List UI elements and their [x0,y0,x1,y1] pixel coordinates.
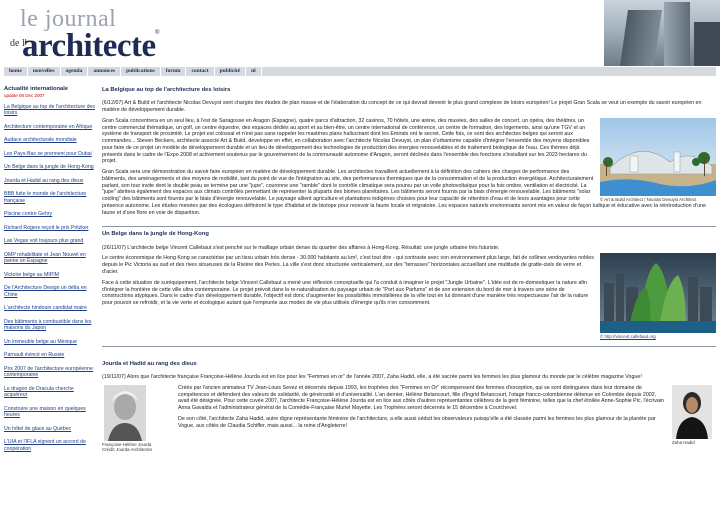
article-title[interactable]: Jourda et Hadid au rang des dieux [102,360,197,367]
urban-jungle-rendering[interactable] [600,253,716,333]
sidebar-link[interactable]: Audace architecturale mondiale [4,137,77,144]
article-title[interactable]: La Belgique au top de l'architecture des loisirs [102,87,231,93]
article-image-block-right [672,385,716,445]
sidebar-link[interactable]: La Belgique au top de l'architecture des loisirs [4,103,95,117]
image-caption: Françoise-Hélène Jourda Crédit: Jourda Architectes [102,441,153,453]
nav-publicite[interactable]: publicité [215,67,246,76]
image-caption: © Art & Build Architect / Nicolas Devuyst Architect [600,196,697,202]
sidebar-link[interactable]: Parnault évincé en Russie [4,352,65,359]
sidebar [4,78,96,509]
article [102,231,716,339]
logo-de: de l' [10,38,27,49]
logo-line1: le journal [20,6,117,32]
article-paragraph: Face à cette situation de suréquipement, l'architecte belge Vincent Callebaut a mené une réflexion conceptuelle qui l'a conduit à imaginer le projet "Jungle Urbaine". L'idée est de re-domestiquer la nature afin d'intégrer la frontière de cette ville ultra contemporaine. Le projet prévoit dans la re-naturalisation du paysage urbain de "Port aux Parfums" et de son extension du bord de mer à travers une série de constructions atypiques. Dans le cadre d'un développement durable, l'objectif est donc d'augmenter les possibilités immobilières de la ville tout en lui donnant d'une manière très respectueuse l'air de la nature pour pouvoir se refroidir, et la vie verte et écologique autant que l'emprunte aux modes de vie plus utilisés d'énergie qu'ils n'en consomment. [102,279,589,307]
logo-registered-mark: ® [155,30,160,36]
sidebar-link[interactable]: De l'Architecture Design un délta en Chine [4,285,87,298]
nav-agenda[interactable]: agenda [61,67,89,76]
article-lead: (19/11/07) Alors que l'architecte française Françoise-Hélène Jourda est en lice pour les "Femmes en or" de l'année 2007, Zaha Hadid, elle, a été sacrée parmi les femmes les plus glamour du monde par le célèbre magazine Vogue! [102,374,642,380]
sidebar-link[interactable]: Victoire belge au MIPIM [4,271,59,278]
main-nav [4,67,716,76]
sidebar-link[interactable]: L'architecte hindouin candidat maire [4,305,87,312]
nav-publications[interactable]: publications [121,67,161,76]
image-caption: Zaha Hadid [672,439,695,445]
sidebar-link[interactable]: Architecture contemporaine en Afrique [4,123,93,130]
site-logo[interactable] [6,6,176,62]
sidebar-link[interactable]: Les Pays-Bas se prennent pour Dubai [4,150,92,157]
article-divider [102,346,716,347]
article-image-block [600,118,716,202]
sidebar-link[interactable]: Piscine contre Gehry [4,211,53,218]
image-caption [600,334,716,339]
sidebar-link[interactable]: Construire une maison en quelques heures [4,405,86,419]
caption-link[interactable]: © http://vincent.callebaut.org [600,334,656,340]
sidebar-link[interactable]: Prix 2007 de l'architecture européenne contemporaine [4,365,93,379]
sidebar-link[interactable]: Las Vegas voit toujours plus grand [4,238,84,245]
article-image-block-left [102,385,170,453]
logo-line2: architecte [22,28,156,64]
article-paragraph: Gran Scala sera une démonstration du savoir faire européen en matière de développement durable. Les architectes travaillent actuellement à la définition des cahiers des charges de performance des bâtiments, des aménagements et des moyens de mobilité, tant du point de vue de l'intégration au site, des performances thermiques que de la consommation et de la production énergétique. Architecturalement parlant, son tour invite dont le double peau se termine par une "jupe", couronne une "ramble" dont le contrôle climatique sera pourvu par un voile photovoltaïque pour la fois ombre, ventilation et électricité. La "jupe" abritera également des espaces aux climats contrôlés permettant de représenter la pluparts des biomes planétaires. Les bâtiments seront fournis par la biais d'énergie renouvelable. Les bâtiments "solar cooling" des bâtiments sont fournis par le biais d'énergie renouvelable. Le paysage allient agriculture et plantations indigènes choisies pour leur capacité de rétention d'eau et de leurs avantages pour cette présence autonome. Les études menées par des écologues définiront le type d'habitat et de biotope pour recevoir la faune locale et migratoire. Les espaces naturels environnants seront mis en valeur de façon ludique et éducative avec la réintroduction d'une faune et d'une flore en voie de disparition. [102,169,706,216]
header-photo [604,0,720,66]
jourda-portrait[interactable] [104,385,146,441]
article-image-block [600,253,716,339]
sidebar-link[interactable]: Le dragon de Dracula cherche acquéreur [4,385,74,399]
nav-home[interactable]: home [4,67,28,76]
sidebar-link[interactable]: Un hôtel de glace au Québec [4,425,72,432]
hadid-portrait[interactable] [672,385,712,439]
sidebar-link[interactable]: Un immeuble belge au Mexique [4,338,77,345]
article-paragraph: De son côté, l'architecte Zaha Hadid, autre digne représentante féminine de l'architecture, a elle aussi séduit les observateurs puisqu'elle a été classée parmi les femmes les plus glamour de la planète par Vogue, aux côtés de Claudia Schiffer, mais aussi... la reine d'Angleterre! [178,415,656,429]
article [102,87,716,220]
sidebar-link[interactable]: Un Belge dans la jungle de Hong-Kong [4,164,94,171]
sidebar-link[interactable]: OMP rehabilitate et Jean Nouvel en panne en Espagne [4,251,86,265]
main-content [102,78,716,509]
article [102,361,716,453]
site-header [0,0,720,68]
gran-scala-rendering[interactable] [600,118,716,196]
nav-language-nl[interactable]: nl [246,67,262,76]
sidebar-link[interactable]: BBB fuite le monde de l'architecture française [4,191,87,204]
nav-filler [262,67,716,76]
article-divider [102,226,716,227]
nav-nouvelles[interactable]: nouvelles [28,67,61,76]
sidebar-title: Actualité internationale [4,86,69,92]
sidebar-link[interactable]: L'UIA et l'IFLA signent un accord de coopération [4,439,86,452]
sidebar-update-date: update 06 Dec 2007 [4,93,45,99]
article-paragraph: Le centre économique de Hong Kong se caractérise par un tissu urbain très dense - 30.000 habitants au km², c'est tout dire - qui contraste avec son environnement plus large, fait de collines verdoyantes nobles depuis le Pic Victoria au sud et des rives sinueuses de la Rivière des Perles. La ville s'est donc structurée verticalement, sur des "terrasses" horizontales accueillant une multitude de gratte-ciels de verre et d'acier. [102,255,594,276]
article-title[interactable]: Un Belge dans la jungle de Hong-Kong [102,231,209,238]
article-paragraph: Gran Scala concentrera en un seul lieu, à l'est de Saragosse en Aragon (Espagne), quatre parcs d'attraction, 32 casinos, 70 hôtels, une arène, des musées, des salles de concert, un opéra, des théâtres, un centre commercial thématique, un golf, un centre équestre, des espaces dédiés au sport et au bien-être, un centre international de conférence, un centre de formation, des logements, ainsi qu'une TGV et un système de transport de proximité. Le projet est colossal et n'est pas sans rappeler les mastères plans hallucinant dont les Emirats ont le secret. Cette fois, ce sont des architectes belges qui seront aux commandes... Steven Beckers, architecte associé Art & Build, développe en effet, en collaboration avec l'architecte Nicolas Devuyst, un plan d'urbanisme capable d'intégrer l'ensemble des moyens disponibles pour faire de ce projet un modèle de développement durable et un lieu de développement des technologies de production des énergies renouvelables et de traitement biologique de l'eau. Ces thèmes déjà présents dans le cadre de l'Expo 2008 et activement soutenus par le gouvernement de la communauté autonome d'Aragon, seront déclinés dans l'ensemble des fonctions s'installant sur les 2023 hectares du projet. [102,117,590,165]
article-lead: (26/11/07) L'architecte belge Vincent Callebaut s'est penché sur le maillage urbain dense du quartier des affaires à Hong-Kong. Résultat: une jungle urbaine très futuriste. [102,244,500,251]
sidebar-link[interactable]: Des bâtiments à combustible dans les maisons du Japon [4,318,92,332]
sidebar-link[interactable]: Richard Rogers reçoit le prix Pritzker [4,224,89,231]
nav-contact[interactable]: contact [186,67,214,76]
nav-forum[interactable]: forum [161,67,187,76]
nav-annonces[interactable]: annonces [88,67,121,76]
article-paragraph: Créés par l'ancien animateur TV Jean-Louis Sevez et décernés depuis 1993, les trophées des "Femmes en Or" récompensent des femmes d'exception, qui se sont distinguées dans leur domaine de compétences et défendent des valeurs de solidarité, de générosité et d'universalité. L'an dernier, Hélène Betancourt, fille d'Ingrid Betancourt, l'otage franco-colombienne détenue en Colombie depuis 2002, avait été désignée. Pour cette cuvée 2007, l'architecte Françoise-Hélène Jourda est en lice aux côtés d'autres représentantes célèbres de la gent féminine, telles que la chef étoilée Anne-Sophie Pic, l'écrivain Anna Gavalda et l'administrateur général de la Comédie-Française Muriel Mayette. Les Trophées seront décernés le 15 décembre à Courchevel. [178,384,664,412]
sidebar-link[interactable]: Jourda et Hadid au rang des dieux [4,177,84,184]
article-lead: (6/12/07) Art & Build et l'architecte Nicolas Devuyst sont chargés des études de plan masse et de l'élaboration du concept de ce qui devrait devenir le plus grand complexe de loisirs européen! Le projet Gran Scala se veut un exemple du savoir européen en matière de développement durable. [102,100,702,113]
